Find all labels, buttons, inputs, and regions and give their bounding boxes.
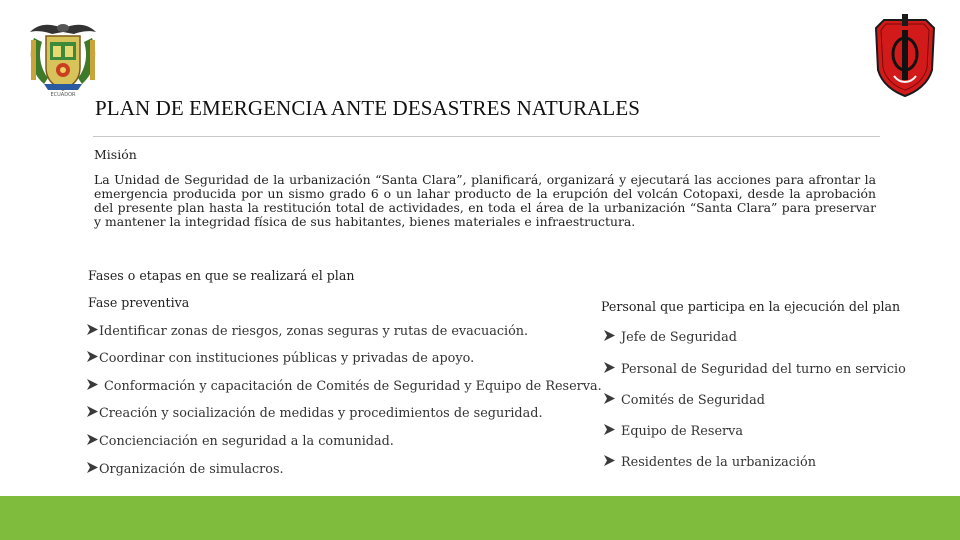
arrow-bullet-icon bbox=[86, 350, 99, 363]
personal-list-item bbox=[603, 392, 765, 408]
fase-list-item bbox=[86, 433, 394, 449]
arrow-bullet-icon bbox=[603, 454, 616, 467]
personal-list-item bbox=[603, 454, 816, 470]
personal-item-text: Comités de Seguridad bbox=[621, 393, 765, 408]
fase-list-item bbox=[86, 350, 474, 366]
fase-list-item bbox=[86, 378, 602, 394]
fase-list-item bbox=[86, 405, 543, 421]
fase-list-item bbox=[86, 323, 528, 339]
personal-list-item bbox=[603, 423, 743, 439]
ecuador-coat-of-arms-icon bbox=[22, 18, 104, 100]
fase-preventiva-label: Fase preventiva bbox=[88, 295, 190, 310]
mision-label: Misión bbox=[94, 147, 137, 162]
personal-title: Personal que participa en la ejecución del plan bbox=[601, 299, 901, 314]
personal-item-text: Jefe de Seguridad bbox=[621, 330, 737, 345]
fase-item-text: Identificar zonas de riesgos, zonas seguras y rutas de evacuación. bbox=[99, 324, 529, 339]
personal-item-text: Personal de Seguridad del turno en servicio bbox=[621, 362, 906, 377]
arrow-bullet-icon bbox=[603, 423, 616, 436]
fases-title: Fases o etapas en que se realizará el plan bbox=[88, 268, 355, 283]
svg-text:ECUADOR: ECUADOR bbox=[50, 92, 76, 98]
personal-list-item bbox=[603, 329, 737, 345]
red-shield-emblem-icon bbox=[872, 14, 938, 98]
title-divider bbox=[93, 136, 880, 137]
arrow-bullet-icon bbox=[86, 433, 99, 446]
arrow-bullet-icon bbox=[86, 405, 99, 418]
fase-item-text: Concienciación en seguridad a la comunidad. bbox=[99, 434, 394, 449]
arrow-bullet-icon bbox=[603, 329, 616, 342]
arrow-bullet-icon bbox=[603, 361, 616, 374]
page-title: PLAN DE EMERGENCIA ANTE DESASTRES NATURALES bbox=[95, 96, 641, 120]
personal-item-text: Residentes de la urbanización bbox=[621, 455, 816, 470]
arrow-bullet-icon bbox=[86, 323, 99, 336]
arrow-bullet-icon bbox=[603, 392, 616, 405]
fase-item-text: Creación y socialización de medidas y procedimientos de seguridad. bbox=[99, 406, 543, 421]
fase-item-text: Organización de simulacros. bbox=[99, 462, 284, 477]
personal-list-item bbox=[603, 361, 906, 377]
fase-list-item bbox=[86, 461, 284, 477]
bottom-accent-bar bbox=[0, 496, 960, 540]
arrow-bullet-icon bbox=[86, 378, 99, 391]
fase-item-text: Conformación y capacitación de Comités de Seguridad y Equipo de Reserva. bbox=[104, 379, 602, 394]
arrow-bullet-icon bbox=[86, 461, 99, 474]
mision-text: La Unidad de Seguridad de la urbanización “Santa Clara”, planificará, organizará y ejecutará las acciones para afrontar la emergencia producida por un sismo grado 6 o un lahar producto de la erupción del volcán Cotopaxi, desde la aprobación del presente plan hasta la restitución total de actividades, en toda el área de la urbanización “Santa Clara” para preservar y mantener la integridad física de sus habitantes, bienes materiales e infraestructura. bbox=[94, 172, 876, 229]
personal-item-text: Equipo de Reserva bbox=[621, 424, 743, 439]
fase-item-text: Coordinar con instituciones públicas y privadas de apoyo. bbox=[99, 351, 475, 366]
